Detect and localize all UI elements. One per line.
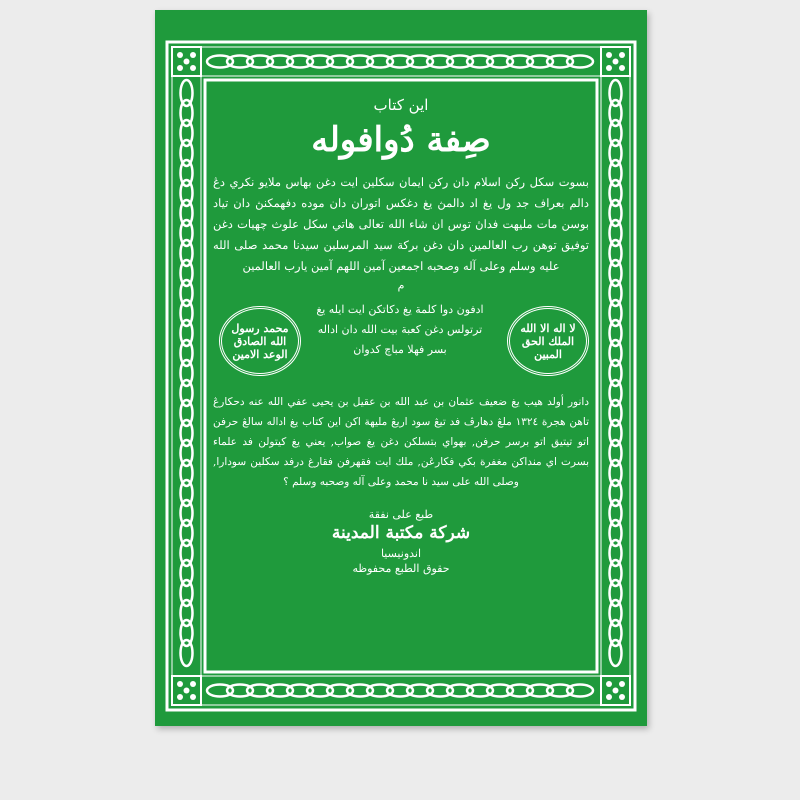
seals-row xyxy=(213,294,589,390)
publisher-country: اندونيسيا xyxy=(380,547,422,560)
corner-dot xyxy=(177,694,183,700)
corner-dot xyxy=(190,681,196,687)
corner-dot xyxy=(619,681,625,687)
publisher-line1: طبع على نفقة xyxy=(368,508,434,521)
body-paragraph: دانور أولد هيب يغ ضعيف عثمان بن عبد الله بن عقيل بن يحيى عفي الله عنه دحكارڠ تاهن هجرة ١٣٢٤ ملڠ دهارڤ فد تيڠ سود اريڠ مليهة اكن اين كتاب يغ اداله سالڠ حرفن اتو تيتيق اتو برسر حرفن, بهواي بتسلكن دغن يغ صواب, يعني يغ كيتولن فد علماء بسرت اي منداكن مغفرة بكي فكارڠن, ملك ايت فقهرفن فقارغ درفد سكلين سودارا, وصلى الله على سيد نا محمد وعلى آله وصحبه وسلم ؟ xyxy=(213,396,589,488)
corner-dot xyxy=(606,65,612,71)
cover-text-area xyxy=(213,90,589,680)
corner-dot xyxy=(619,65,625,71)
publisher-name: شركة مكتبة المدينة xyxy=(331,523,471,543)
corner-dot xyxy=(619,694,625,700)
copyright-notice: حقوق الطبع محفوظه xyxy=(352,562,450,575)
braid-link xyxy=(567,685,593,697)
corner-dot xyxy=(613,688,619,694)
corner-dot xyxy=(619,52,625,58)
corner-dot xyxy=(184,688,190,694)
corner-dot xyxy=(177,681,183,687)
publisher-block xyxy=(213,508,589,575)
corner-dot xyxy=(606,681,612,687)
seal-left-emblem: محمد رسول الله الصادق الوعد الامين xyxy=(219,306,301,376)
seal-right-emblem: لا اله الا الله الملك الحق المبين xyxy=(507,306,589,376)
corner-dot xyxy=(177,52,183,58)
braid-link xyxy=(181,640,193,666)
section-marker: م xyxy=(397,279,405,292)
corner-dot xyxy=(606,52,612,58)
corner-dot xyxy=(190,65,196,71)
corner-dot xyxy=(190,52,196,58)
corner-dot xyxy=(613,59,619,65)
pre-title: اين كتاب xyxy=(373,96,429,114)
braid-link xyxy=(610,640,622,666)
intro-paragraph: بسوت سكل ركن اسلام دان ركن ايمان سكلين ايت دغن بهاس ملايو نكري دڠ دالم بعراف جد ول يغ اد دالمڽ يغ دغكس اتوران دان موده دفهمكنڽ دان تياد بوسن مات مليهت فداڽ توس ان شاء الله تعالى هاتي سكل علوث چهيات دغن توفيق توهن رب العالمين دان دغن بركة سيد المرسلين سيدنا محمد صلى الله عليه وسلم وعلى آله وصحبه اجمعين آمين اللهم آمين يارب العالمين xyxy=(213,175,589,273)
braid-link xyxy=(567,56,593,68)
book-title: صِفة دُوافوله xyxy=(311,120,491,160)
corner-dot xyxy=(190,694,196,700)
seals-caption: ادفون دوا كلمة يغ دكاتكن ايت ايله يغ ترتولس دغن كعبة بيت الله دان اداله بسر فهلا مباچ كدوان xyxy=(316,303,484,356)
corner-dot xyxy=(184,59,190,65)
corner-dot xyxy=(177,65,183,71)
book-cover xyxy=(155,10,647,726)
corner-dot xyxy=(606,694,612,700)
